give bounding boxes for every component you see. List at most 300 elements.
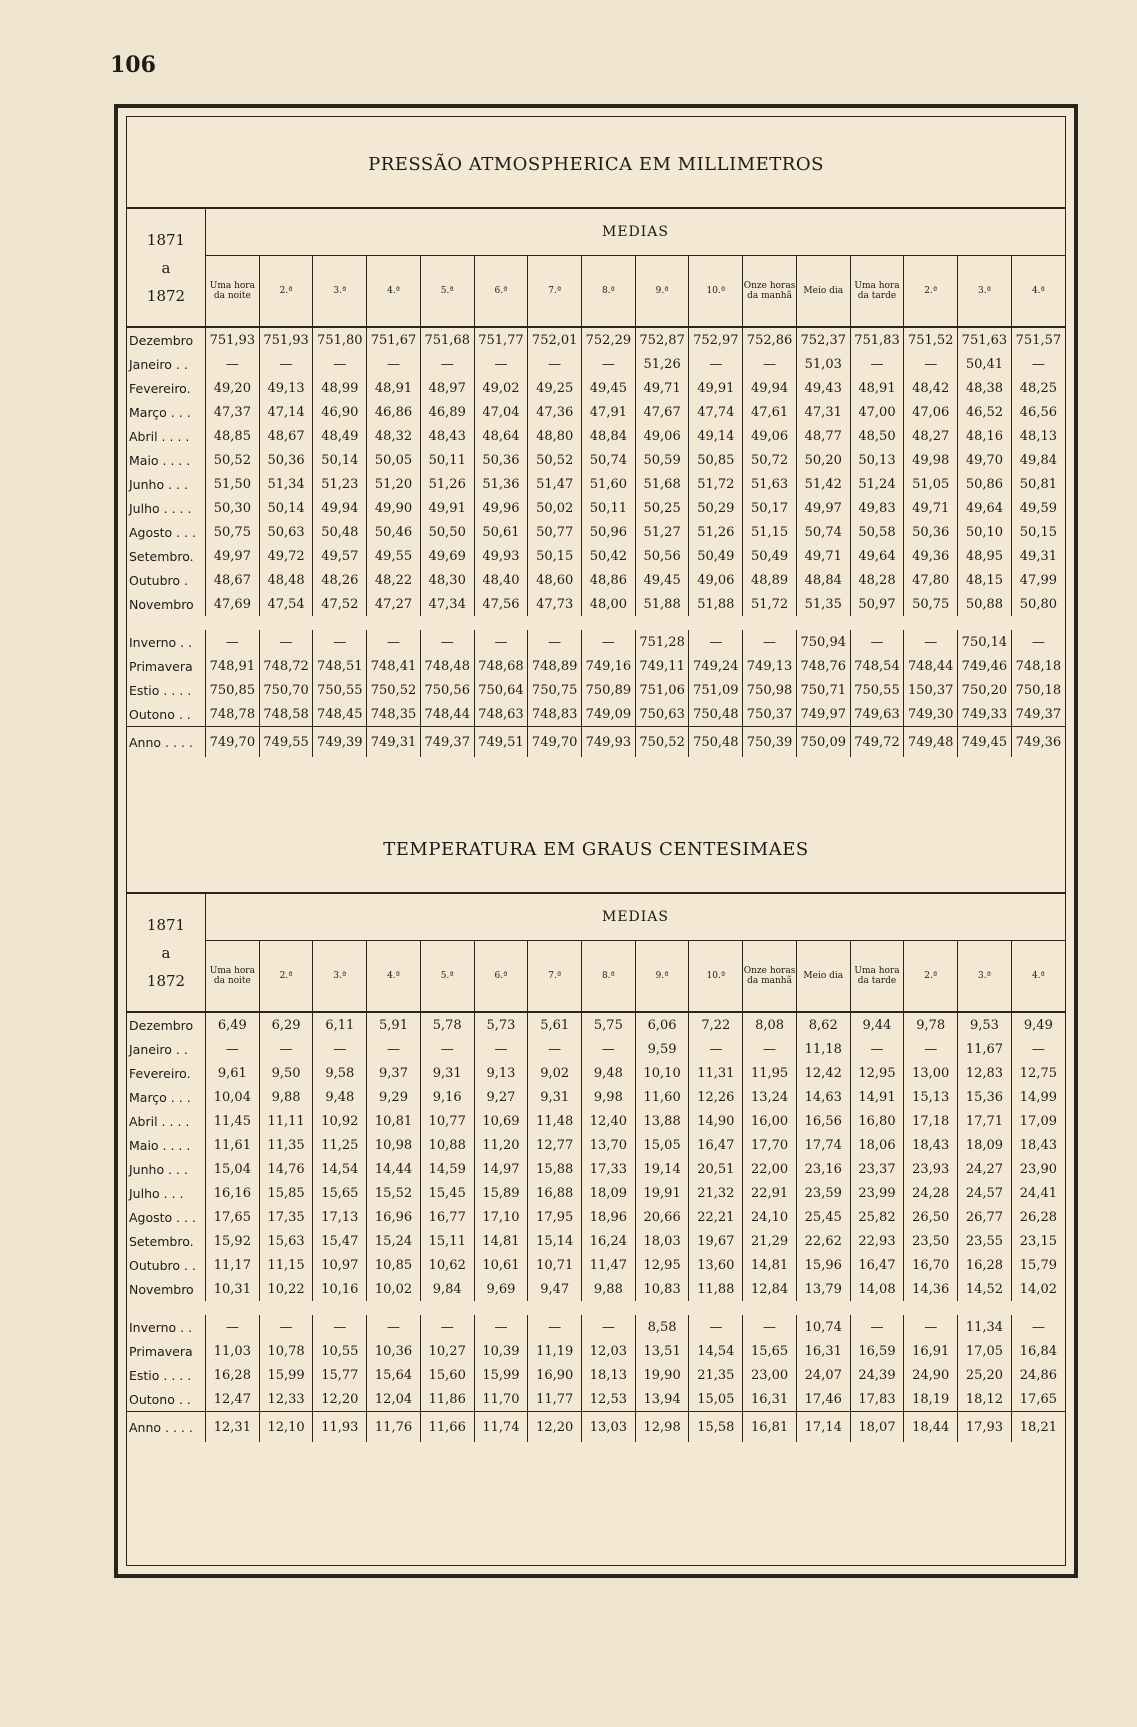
cell-value: 50,58 — [850, 520, 904, 544]
column-header: 3.ª — [958, 256, 1012, 328]
cell-value: 748,44 — [904, 654, 958, 678]
cell-value: 49,06 — [635, 424, 689, 448]
column-header: 7.ª — [528, 941, 582, 1013]
cell-value: 10,62 — [420, 1253, 474, 1277]
cell-value: 50,17 — [743, 496, 797, 520]
cell-value: 750,14 — [958, 630, 1012, 654]
cell-value: 50,59 — [635, 448, 689, 472]
row-label: Estio . . . . — [127, 678, 206, 702]
cell-value: 750,71 — [796, 678, 850, 702]
table-row — [127, 496, 1065, 520]
cell-value: 48,97 — [420, 376, 474, 400]
cell-value: 14,44 — [367, 1157, 421, 1181]
table-row — [127, 1387, 1065, 1412]
cell-value: 749,31 — [367, 727, 421, 758]
cell-value: 748,72 — [259, 654, 313, 678]
cell-value: 752,87 — [635, 327, 689, 352]
page-number: 106 — [110, 52, 156, 78]
cell-value: 11,34 — [958, 1315, 1012, 1339]
cell-value: 11,95 — [743, 1061, 797, 1085]
cell-value: 11,15 — [259, 1253, 313, 1277]
cell-value: 22,93 — [850, 1229, 904, 1253]
cell-value: 49,70 — [958, 448, 1012, 472]
cell-value: 50,97 — [850, 592, 904, 616]
cell-value: 51,23 — [313, 472, 367, 496]
cell-value: 9,53 — [958, 1012, 1012, 1037]
cell-value: 24,41 — [1011, 1181, 1065, 1205]
cell-value: 47,52 — [313, 592, 367, 616]
cell-value: — — [904, 352, 958, 376]
cell-value: 10,61 — [474, 1253, 528, 1277]
cell-value: 13,24 — [743, 1085, 797, 1109]
cell-value: 48,85 — [206, 424, 260, 448]
cell-value: 749,36 — [1011, 727, 1065, 758]
cell-value: 17,83 — [850, 1387, 904, 1412]
cell-value: 15,63 — [259, 1229, 313, 1253]
cell-value: 12,84 — [743, 1277, 797, 1301]
row-label: Março . . . — [127, 400, 206, 424]
cell-value: 9,88 — [582, 1277, 636, 1301]
cell-value: 10,55 — [313, 1339, 367, 1363]
cell-value: 51,24 — [850, 472, 904, 496]
table-row — [127, 1037, 1065, 1061]
cell-value: 12,95 — [850, 1061, 904, 1085]
cell-value: 47,27 — [367, 592, 421, 616]
cell-value: 48,95 — [958, 544, 1012, 568]
cell-value: 25,20 — [958, 1363, 1012, 1387]
cell-value: 17,93 — [958, 1412, 1012, 1443]
cell-value: 17,09 — [1011, 1109, 1065, 1133]
row-label: Janeiro . . — [127, 352, 206, 376]
cell-value: 17,46 — [796, 1387, 850, 1412]
column-header: 3.ª — [958, 941, 1012, 1013]
cell-value: 49,71 — [796, 544, 850, 568]
cell-value: — — [689, 630, 743, 654]
cell-value: 18,13 — [582, 1363, 636, 1387]
cell-value: 750,89 — [582, 678, 636, 702]
cell-value: 51,26 — [689, 520, 743, 544]
cell-value: 48,50 — [850, 424, 904, 448]
cell-value: 14,90 — [689, 1109, 743, 1133]
cell-value: 51,47 — [528, 472, 582, 496]
table-row — [127, 1277, 1065, 1301]
column-header: Onze horas da manhã — [743, 941, 797, 1013]
cell-value: — — [259, 352, 313, 376]
cell-value: 48,91 — [367, 376, 421, 400]
cell-value: 14,54 — [689, 1339, 743, 1363]
cell-value: — — [904, 1037, 958, 1061]
cell-value: 50,11 — [582, 496, 636, 520]
cell-value: 16,88 — [528, 1181, 582, 1205]
cell-value: 51,50 — [206, 472, 260, 496]
cell-value: 47,06 — [904, 400, 958, 424]
cell-value: 16,96 — [367, 1205, 421, 1229]
cell-value: 14,81 — [474, 1229, 528, 1253]
cell-value: 15,36 — [958, 1085, 1012, 1109]
cell-value: 749,51 — [474, 727, 528, 758]
column-header: Onze horas da manhã — [743, 256, 797, 328]
cell-value: 17,10 — [474, 1205, 528, 1229]
cell-value: 49,98 — [904, 448, 958, 472]
cell-value: 15,45 — [420, 1181, 474, 1205]
cell-value: 8,62 — [796, 1012, 850, 1037]
cell-value: 15,52 — [367, 1181, 421, 1205]
cell-value: 9,47 — [528, 1277, 582, 1301]
cell-value: 750,20 — [958, 678, 1012, 702]
cell-value: 48,67 — [259, 424, 313, 448]
cell-value: 48,38 — [958, 376, 1012, 400]
cell-value: 12,98 — [635, 1412, 689, 1443]
cell-value: 14,81 — [743, 1253, 797, 1277]
cell-value: 748,41 — [367, 654, 421, 678]
cell-value: 47,99 — [1011, 568, 1065, 592]
cell-value: 16,90 — [528, 1363, 582, 1387]
cell-value: — — [582, 630, 636, 654]
cell-value: 47,80 — [904, 568, 958, 592]
table-row — [127, 472, 1065, 496]
cell-value: 49,25 — [528, 376, 582, 400]
cell-value: — — [259, 1315, 313, 1339]
cell-value: 12,20 — [313, 1387, 367, 1412]
cell-value: 50,14 — [259, 496, 313, 520]
cell-value: 17,05 — [958, 1339, 1012, 1363]
cell-value: 49,84 — [1011, 448, 1065, 472]
cell-value: 748,51 — [313, 654, 367, 678]
column-header: 2.ª — [904, 256, 958, 328]
cell-value: 50,15 — [1011, 520, 1065, 544]
cell-value: 10,98 — [367, 1133, 421, 1157]
pressure-data-table — [127, 207, 1065, 757]
cell-value: 748,58 — [259, 702, 313, 727]
cell-value: 11,35 — [259, 1133, 313, 1157]
cell-value: 48,60 — [528, 568, 582, 592]
cell-value: 10,71 — [528, 1253, 582, 1277]
cell-value: 49,06 — [743, 424, 797, 448]
cell-value: 751,57 — [1011, 327, 1065, 352]
cell-value: 15,64 — [367, 1363, 421, 1387]
cell-value: 15,11 — [420, 1229, 474, 1253]
cell-value: 12,10 — [259, 1412, 313, 1443]
cell-value: 19,90 — [635, 1363, 689, 1387]
header-row — [127, 893, 1065, 941]
cell-value: 47,14 — [259, 400, 313, 424]
row-label: Novembro — [127, 592, 206, 616]
column-header: 6.ª — [474, 941, 528, 1013]
table-row — [127, 448, 1065, 472]
medias-header: MEDIAS — [206, 893, 1066, 941]
cell-value: — — [313, 1315, 367, 1339]
cell-value: 50,42 — [582, 544, 636, 568]
column-header: Meio dia — [796, 256, 850, 328]
cell-value: 10,81 — [367, 1109, 421, 1133]
cell-value: 23,59 — [796, 1181, 850, 1205]
cell-value: 16,24 — [582, 1229, 636, 1253]
cell-value: 23,99 — [850, 1181, 904, 1205]
cell-value: 11,31 — [689, 1061, 743, 1085]
cell-value: 50,96 — [582, 520, 636, 544]
cell-value: 18,21 — [1011, 1412, 1065, 1443]
cell-value: 15,92 — [206, 1229, 260, 1253]
cell-value: 47,74 — [689, 400, 743, 424]
cell-value: 50,88 — [958, 592, 1012, 616]
cell-value: 11,45 — [206, 1109, 260, 1133]
cell-value: 750,55 — [850, 678, 904, 702]
cell-value: 748,78 — [206, 702, 260, 727]
cell-value: 49,91 — [420, 496, 474, 520]
cell-value: 750,85 — [206, 678, 260, 702]
cell-value: 48,43 — [420, 424, 474, 448]
cell-value: — — [367, 1037, 421, 1061]
cell-value: 19,67 — [689, 1229, 743, 1253]
cell-value: 18,07 — [850, 1412, 904, 1443]
cell-value: 49,45 — [635, 568, 689, 592]
cell-value: 48,42 — [904, 376, 958, 400]
cell-value: 11,48 — [528, 1109, 582, 1133]
table-row — [127, 1253, 1065, 1277]
cell-value: 15,13 — [904, 1085, 958, 1109]
cell-value: 49,64 — [958, 496, 1012, 520]
row-label: Outono . . — [127, 702, 206, 727]
cell-value: 751,28 — [635, 630, 689, 654]
cell-value: 48,84 — [796, 568, 850, 592]
pressure-table — [127, 207, 1065, 757]
cell-value: 20,66 — [635, 1205, 689, 1229]
column-header: 2.ª — [259, 256, 313, 328]
cell-value: 11,88 — [689, 1277, 743, 1301]
row-label: Estio . . . . — [127, 1363, 206, 1387]
cell-value: 50,52 — [206, 448, 260, 472]
cell-value: 16,47 — [850, 1253, 904, 1277]
cell-value: 750,48 — [689, 727, 743, 758]
cell-value: 48,15 — [958, 568, 1012, 592]
cell-value: 751,52 — [904, 327, 958, 352]
row-label: Setembro. — [127, 1229, 206, 1253]
cell-value: 9,16 — [420, 1085, 474, 1109]
cell-value: 12,04 — [367, 1387, 421, 1412]
cell-value: — — [850, 1315, 904, 1339]
cell-value: 16,56 — [796, 1109, 850, 1133]
cell-value: 5,75 — [582, 1012, 636, 1037]
column-header: Uma hora da noite — [206, 256, 260, 328]
cell-value: 48,49 — [313, 424, 367, 448]
cell-value: — — [743, 352, 797, 376]
cell-value: 14,63 — [796, 1085, 850, 1109]
cell-value: — — [743, 630, 797, 654]
cell-value: 749,48 — [904, 727, 958, 758]
cell-value: 21,29 — [743, 1229, 797, 1253]
cell-value: 48,32 — [367, 424, 421, 448]
cell-value: 49,31 — [1011, 544, 1065, 568]
cell-value: 750,09 — [796, 727, 850, 758]
cell-value: 750,94 — [796, 630, 850, 654]
table-row — [127, 702, 1065, 727]
cell-value: 50,75 — [904, 592, 958, 616]
year-range-line: 1871 — [146, 230, 186, 249]
cell-value: 51,42 — [796, 472, 850, 496]
table-row — [127, 1085, 1065, 1109]
row-label: Julho . . . . — [127, 496, 206, 520]
cell-value: 14,91 — [850, 1085, 904, 1109]
cell-value: — — [259, 630, 313, 654]
cell-value: 15,14 — [528, 1229, 582, 1253]
table-row — [127, 568, 1065, 592]
cell-value: 50,25 — [635, 496, 689, 520]
cell-value: 47,67 — [635, 400, 689, 424]
cell-value: 10,36 — [367, 1339, 421, 1363]
table-row — [127, 1133, 1065, 1157]
cell-value: — — [528, 352, 582, 376]
cell-value: 50,36 — [474, 448, 528, 472]
cell-value: 15,79 — [1011, 1253, 1065, 1277]
table-row — [127, 376, 1065, 400]
cell-value: 14,02 — [1011, 1277, 1065, 1301]
cell-value: 749,37 — [1011, 702, 1065, 727]
cell-value: 6,29 — [259, 1012, 313, 1037]
cell-value: 18,19 — [904, 1387, 958, 1412]
cell-value: 21,32 — [689, 1181, 743, 1205]
table-row — [127, 727, 1065, 758]
cell-value: — — [582, 1315, 636, 1339]
cell-value: 5,61 — [528, 1012, 582, 1037]
cell-value: 10,78 — [259, 1339, 313, 1363]
cell-value: 751,83 — [850, 327, 904, 352]
cell-value: 23,15 — [1011, 1229, 1065, 1253]
cell-value: 748,76 — [796, 654, 850, 678]
cell-value: — — [528, 1037, 582, 1061]
cell-value: 11,70 — [474, 1387, 528, 1412]
cell-value: 50,74 — [796, 520, 850, 544]
spacer-row — [127, 616, 1065, 630]
row-label: Abril . . . . — [127, 1109, 206, 1133]
cell-value: 748,35 — [367, 702, 421, 727]
row-label: Anno . . . . — [127, 1412, 206, 1443]
cell-value: 12,42 — [796, 1061, 850, 1085]
cell-value: 50,50 — [420, 520, 474, 544]
cell-value: 10,27 — [420, 1339, 474, 1363]
cell-value: 12,31 — [206, 1412, 260, 1443]
cell-value: 8,08 — [743, 1012, 797, 1037]
year-range-line: 1872 — [146, 971, 186, 990]
cell-value: 49,71 — [904, 496, 958, 520]
cell-value: — — [313, 1037, 367, 1061]
table-row — [127, 1339, 1065, 1363]
cell-value: 11,11 — [259, 1109, 313, 1133]
cell-value: 23,50 — [904, 1229, 958, 1253]
cell-value: 49,14 — [689, 424, 743, 448]
cell-value: 17,74 — [796, 1133, 850, 1157]
cell-value: 49,64 — [850, 544, 904, 568]
cell-value: 749,30 — [904, 702, 958, 727]
cell-value: 14,97 — [474, 1157, 528, 1181]
cell-value: 11,66 — [420, 1412, 474, 1443]
cell-value: 51,26 — [635, 352, 689, 376]
cell-value: 11,25 — [313, 1133, 367, 1157]
cell-value: 752,29 — [582, 327, 636, 352]
cell-value: 48,86 — [582, 568, 636, 592]
cell-value: — — [474, 1037, 528, 1061]
column-header: 9.ª — [635, 256, 689, 328]
cell-value: 16,28 — [958, 1253, 1012, 1277]
table-row — [127, 1315, 1065, 1339]
table-row — [127, 520, 1065, 544]
cell-value: 749,13 — [743, 654, 797, 678]
cell-value: 15,65 — [743, 1339, 797, 1363]
cell-value: 11,19 — [528, 1339, 582, 1363]
cell-value: 48,89 — [743, 568, 797, 592]
column-header: 3.ª — [313, 941, 367, 1013]
cell-value: 9,31 — [528, 1085, 582, 1109]
cell-value: — — [850, 352, 904, 376]
cell-value: 51,60 — [582, 472, 636, 496]
cell-value: 9,98 — [582, 1085, 636, 1109]
spacer-cell — [127, 616, 1065, 630]
cell-value: 12,40 — [582, 1109, 636, 1133]
cell-value: 9,78 — [904, 1012, 958, 1037]
column-header: 4.ª — [1011, 941, 1065, 1013]
cell-value: 47,73 — [528, 592, 582, 616]
cell-value: 47,54 — [259, 592, 313, 616]
cell-value: 15,99 — [474, 1363, 528, 1387]
cell-value: 12,75 — [1011, 1061, 1065, 1085]
cell-value: 50,36 — [904, 520, 958, 544]
cell-value: 49,57 — [313, 544, 367, 568]
cell-value: 48,99 — [313, 376, 367, 400]
cell-value: 16,28 — [206, 1363, 260, 1387]
year-range-line: a — [161, 258, 171, 277]
cell-value: 11,77 — [528, 1387, 582, 1412]
cell-value: 49,93 — [474, 544, 528, 568]
cell-value: 12,47 — [206, 1387, 260, 1412]
cell-value: 15,85 — [259, 1181, 313, 1205]
cell-value: 49,96 — [474, 496, 528, 520]
cell-value: 50,41 — [958, 352, 1012, 376]
row-label: Junho . . . — [127, 472, 206, 496]
cell-value: 15,99 — [259, 1363, 313, 1387]
column-header: 4.ª — [367, 256, 421, 328]
cell-value: 49,36 — [904, 544, 958, 568]
cell-value: 16,77 — [420, 1205, 474, 1229]
cell-value: 752,97 — [689, 327, 743, 352]
cell-value: 748,68 — [474, 654, 528, 678]
cell-value: 49,20 — [206, 376, 260, 400]
cell-value: 46,89 — [420, 400, 474, 424]
cell-value: 14,36 — [904, 1277, 958, 1301]
column-header-row — [127, 941, 1065, 1013]
table-row — [127, 1012, 1065, 1037]
cell-value: — — [528, 1315, 582, 1339]
cell-value: — — [689, 1315, 743, 1339]
cell-value: 50,13 — [850, 448, 904, 472]
cell-value: 48,48 — [259, 568, 313, 592]
cell-value: 49,43 — [796, 376, 850, 400]
cell-value: 49,97 — [796, 496, 850, 520]
cell-value: 10,69 — [474, 1109, 528, 1133]
cell-value: 750,63 — [635, 702, 689, 727]
table-row — [127, 1181, 1065, 1205]
cell-value: — — [367, 630, 421, 654]
cell-value: 14,52 — [958, 1277, 1012, 1301]
cell-value: — — [206, 1037, 260, 1061]
cell-value: 17,18 — [904, 1109, 958, 1133]
row-label: Março . . . — [127, 1085, 206, 1109]
cell-value: 750,98 — [743, 678, 797, 702]
cell-value: 23,37 — [850, 1157, 904, 1181]
column-header: 4.ª — [1011, 256, 1065, 328]
cell-value: 11,60 — [635, 1085, 689, 1109]
cell-value: 12,20 — [528, 1412, 582, 1443]
cell-value: — — [689, 352, 743, 376]
cell-value: 9,44 — [850, 1012, 904, 1037]
